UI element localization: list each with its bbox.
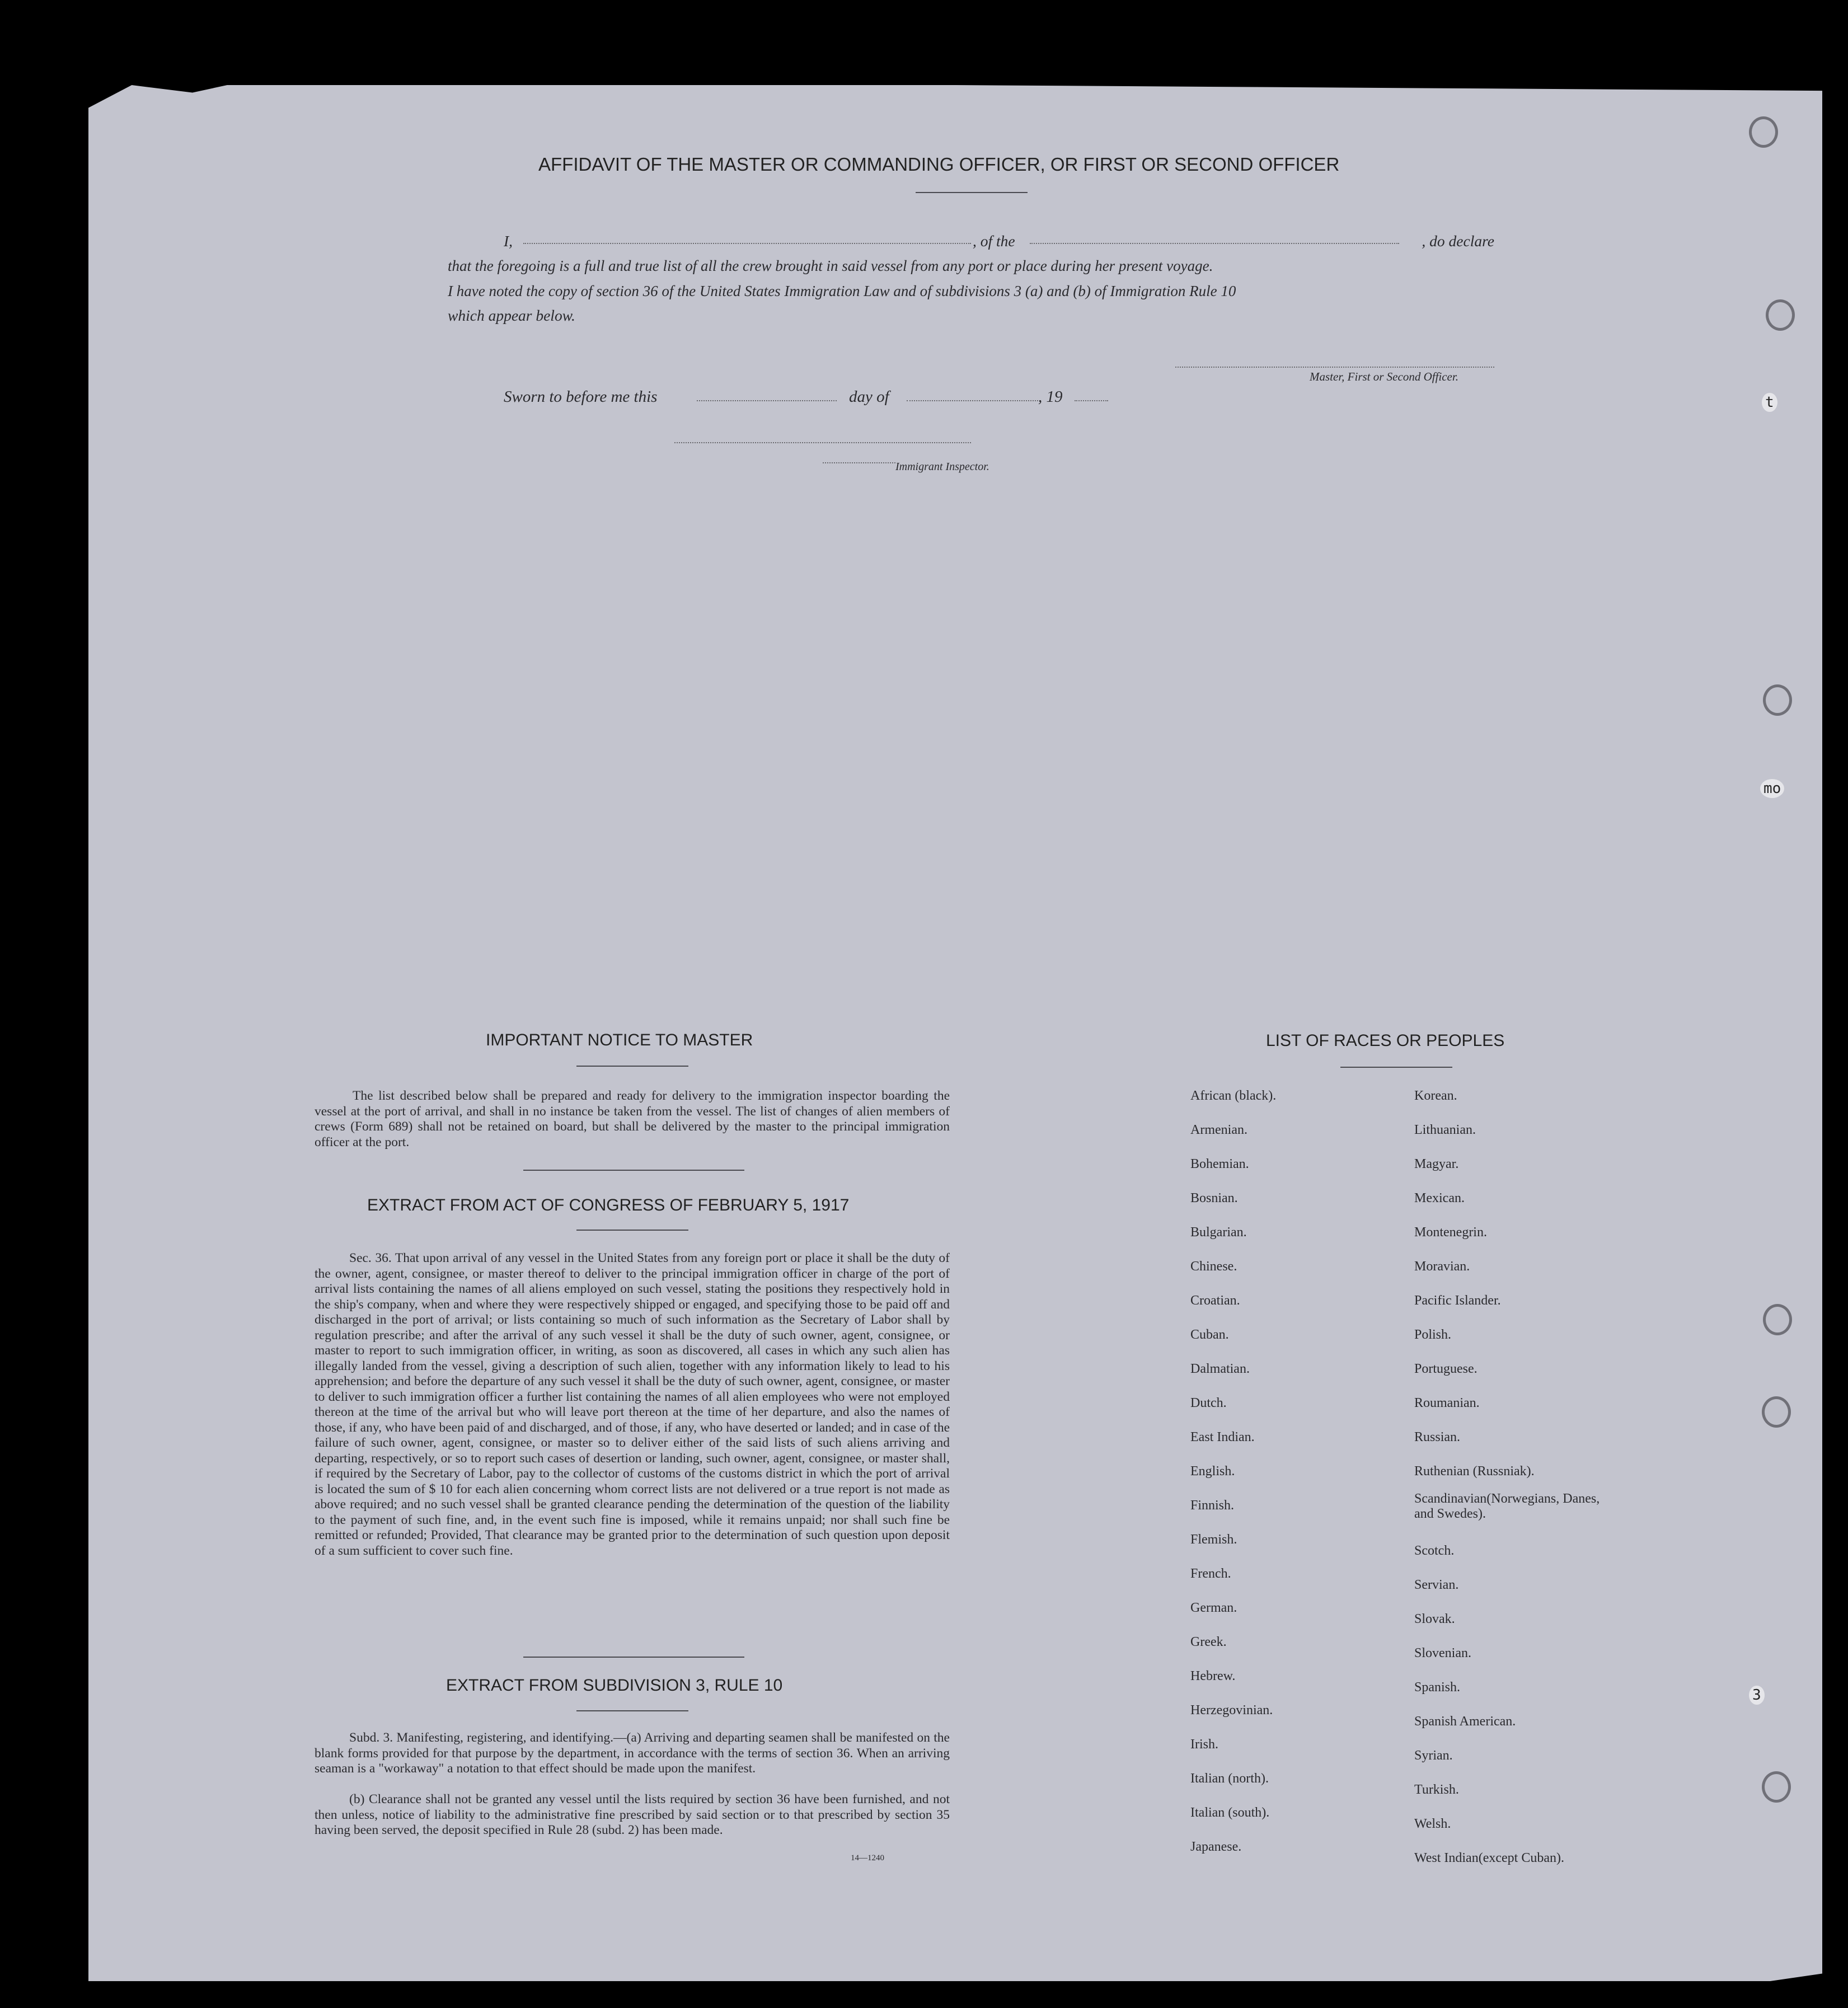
- document-page: [88, 85, 1822, 1981]
- race-item: Spanish.: [1414, 1680, 1461, 1695]
- margin-mark: t: [1762, 393, 1777, 412]
- race-item: Croatian.: [1190, 1293, 1240, 1308]
- race-item: Pacific Islander.: [1414, 1293, 1501, 1308]
- race-item: Irish.: [1190, 1737, 1218, 1752]
- race-item: Portuguese.: [1414, 1362, 1478, 1376]
- race-item: Roumanian.: [1414, 1396, 1480, 1410]
- race-item: Polish.: [1414, 1327, 1452, 1342]
- races-title: LIST OF RACES OR PEOPLES: [1266, 1031, 1505, 1050]
- race-item: African (black).: [1190, 1089, 1277, 1103]
- race-item: Ruthenian (Russniak).: [1414, 1464, 1535, 1479]
- rule-text-a: Subd. 3. Manifesting, registering, and identifying.—(a) Arriving and departing seamen shall be manifested on the blank forms provided for that purpose by the department, in accordance with the terms of section 36. When an arriving seaman is a "workaway" a notation to that effect should be made upon the manifest.: [315, 1730, 950, 1776]
- race-item: Turkish.: [1414, 1782, 1459, 1797]
- race-item: Chinese.: [1190, 1259, 1237, 1274]
- race-item: Herzegovinian.: [1190, 1703, 1273, 1718]
- race-item: French.: [1190, 1566, 1231, 1581]
- affidavit-line4: which appear below.: [448, 307, 575, 324]
- divider: [576, 1066, 688, 1067]
- race-item: Lithuanian.: [1414, 1123, 1476, 1137]
- rule-title: EXTRACT FROM SUBDIVISION 3, RULE 10: [446, 1676, 783, 1695]
- divider: [523, 1657, 744, 1658]
- race-item: Italian (north).: [1190, 1771, 1269, 1786]
- race-item: Bulgarian.: [1190, 1225, 1247, 1240]
- race-item: Scotch.: [1414, 1543, 1455, 1558]
- master-signature-line[interactable]: [1175, 367, 1494, 368]
- race-item: Flemish.: [1190, 1532, 1237, 1547]
- binder-hole: [1749, 116, 1778, 148]
- race-item: Slovak.: [1414, 1612, 1455, 1626]
- divider: [916, 192, 1028, 193]
- affidavit-do-declare: , do declare: [1422, 232, 1494, 250]
- vessel-field[interactable]: [1030, 243, 1399, 244]
- race-item: Hebrew.: [1190, 1669, 1236, 1683]
- act-title: EXTRACT FROM ACT OF CONGRESS OF FEBRUARY 5, 1917: [367, 1196, 850, 1214]
- sworn-prefix: Sworn to before me this: [504, 388, 658, 406]
- race-item: Finnish.: [1190, 1498, 1235, 1513]
- binder-hole: [1766, 299, 1795, 331]
- day-field[interactable]: [697, 400, 837, 401]
- race-item: Servian.: [1414, 1578, 1459, 1592]
- divider: [1340, 1067, 1452, 1068]
- margin-mark: 3: [1749, 1686, 1765, 1705]
- race-item: Syrian.: [1414, 1748, 1453, 1763]
- affidavit-line2: that the foregoing is a full and true list of all the crew brought in said vessel from any port or place during her present voyage.: [448, 257, 1213, 274]
- inspector-prefix-line: [823, 462, 895, 463]
- race-item: Slovenian.: [1414, 1646, 1471, 1660]
- race-item: Welsh.: [1414, 1817, 1451, 1831]
- rule-text-b: (b) Clearance shall not be granted any vessel until the lists required by section 36 have been furnished, and not then unless, notice of liability to the administrative fine prescribed by said section or to that prescribed by section 35 having been served, the deposit specified in Rule 28 (subd. 2) has been made.: [315, 1792, 950, 1837]
- race-item: Spanish American.: [1414, 1714, 1516, 1729]
- act-text: Sec. 36. That upon arrival of any vessel in the United States from any foreign port or place it shall be the duty of the owner, agent, consignee, or master thereof to deliver to the principal immigration officer in charge of the port of arrival lists containing the names of all aliens employed on such vessel, stating the positions they respectively hold in the ship's company, when and where they were respectively shipped or engaged, and specifying those to be paid off and discharged in the port of arrival; or lists containing so much of such information as the Secretary of Labor shall by regulation prescribe; and after the arrival of any such vessel it shall be the duty of such owner, agent, consignee, or master to report to such immigration officer, in writing, as soon as discovered, all cases in which any such alien has illegally landed from the vessel, giving a description of such alien, together with any information likely to lead to his apprehension; and before the departure of any such vessel it shall be the duty of such owner, agent, consignee, or master to deliver to such immigration officer a further list containing the names of all alien employees who were not employed thereon at the time of the arrival but who will leave port thereon at the time of her departure, and also the names of those, if any, who have been paid of and discharged, and of those, if any, who have deserted or landed; and in case of the failure of such owner, agent, consignee, or master so to deliver either of the said lists of such aliens arriving and departing, respectively, or so to report such cases of desertion or landing, such owner, agent, consignee, or master shall, if required by the Secretary of Labor, pay to the collector of customs of the customs district in which the port of arrival is located the sum of $ 10 for each alien concerning whom correct lists are not delivered or a true report is not made as above required; and no such vessel shall be granted clearance pending the determination of the question of the liability to the payment of such fine, and, in the event such fine is imposed, while it remains unpaid; nor shall such fine be remitted or refunded; Provided, That clearance may be granted prior to the determination of such question upon deposit of a sum sufficient to cover such fine.: [315, 1251, 950, 1558]
- race-item: Cuban.: [1190, 1327, 1229, 1342]
- sworn-year: , 19: [1038, 388, 1063, 406]
- race-item: Scandinavian(Norwegians, Danes, and Swedes).: [1414, 1491, 1600, 1521]
- race-item: East Indian.: [1190, 1430, 1255, 1444]
- race-item: Bosnian.: [1190, 1191, 1238, 1205]
- form-number: 14—1240: [851, 1854, 884, 1862]
- affidavit-line3: I have noted the copy of section 36 of the United States Immigration Law and of subdivisions 3 (a) and (b) of Immigration Rule 10: [448, 283, 1236, 299]
- margin-mark: mo: [1760, 779, 1784, 798]
- name-field[interactable]: [523, 243, 971, 244]
- race-item: West Indian(except Cuban).: [1414, 1851, 1564, 1865]
- affidavit-i: I,: [504, 232, 513, 250]
- race-item: German.: [1190, 1601, 1237, 1615]
- race-item: Bohemian.: [1190, 1157, 1249, 1171]
- affidavit-title: AFFIDAVIT OF THE MASTER OR COMMANDING OFFICER, OR FIRST OR SECOND OFFICER: [538, 154, 1340, 175]
- notice-text: The list described below shall be prepared and ready for delivery to the immigration inspector boarding the vessel at the port of arrival, and shall in no instance be taken from the vessel. The list of changes of alien members of crews (Form 689) shall not be retained on board, but shall be delivered by the master to the principal immigration officer at the port.: [315, 1089, 950, 1150]
- master-label: Master, First or Second Officer.: [1310, 370, 1458, 383]
- divider: [576, 1230, 688, 1231]
- race-item: Moravian.: [1414, 1259, 1470, 1274]
- notice-title: IMPORTANT NOTICE TO MASTER: [486, 1031, 753, 1049]
- race-item: English.: [1190, 1464, 1235, 1479]
- binder-hole: [1763, 1304, 1792, 1335]
- race-item: Italian (south).: [1190, 1805, 1270, 1820]
- race-item: Greek.: [1190, 1635, 1227, 1649]
- race-item: Dutch.: [1190, 1396, 1227, 1410]
- race-item: Korean.: [1414, 1089, 1457, 1103]
- race-item: Magyar.: [1414, 1157, 1459, 1171]
- binder-hole: [1762, 1396, 1791, 1428]
- inspector-signature-line[interactable]: [674, 442, 971, 443]
- race-item: Japanese.: [1190, 1840, 1242, 1854]
- race-item: Russian.: [1414, 1430, 1461, 1444]
- binder-hole: [1763, 684, 1792, 716]
- race-item: Montenegrin.: [1414, 1225, 1487, 1240]
- affidavit-of-the: , of the: [973, 232, 1015, 250]
- binder-hole: [1762, 1771, 1791, 1803]
- month-field[interactable]: [907, 400, 1038, 401]
- year-field[interactable]: [1075, 400, 1108, 401]
- race-item: Mexican.: [1414, 1191, 1465, 1205]
- inspector-label: Immigrant Inspector.: [895, 461, 989, 473]
- race-item: Armenian.: [1190, 1123, 1247, 1137]
- sworn-day-of: day of: [849, 388, 889, 406]
- divider: [576, 1710, 688, 1711]
- race-item: Dalmatian.: [1190, 1362, 1250, 1376]
- divider: [523, 1170, 744, 1171]
